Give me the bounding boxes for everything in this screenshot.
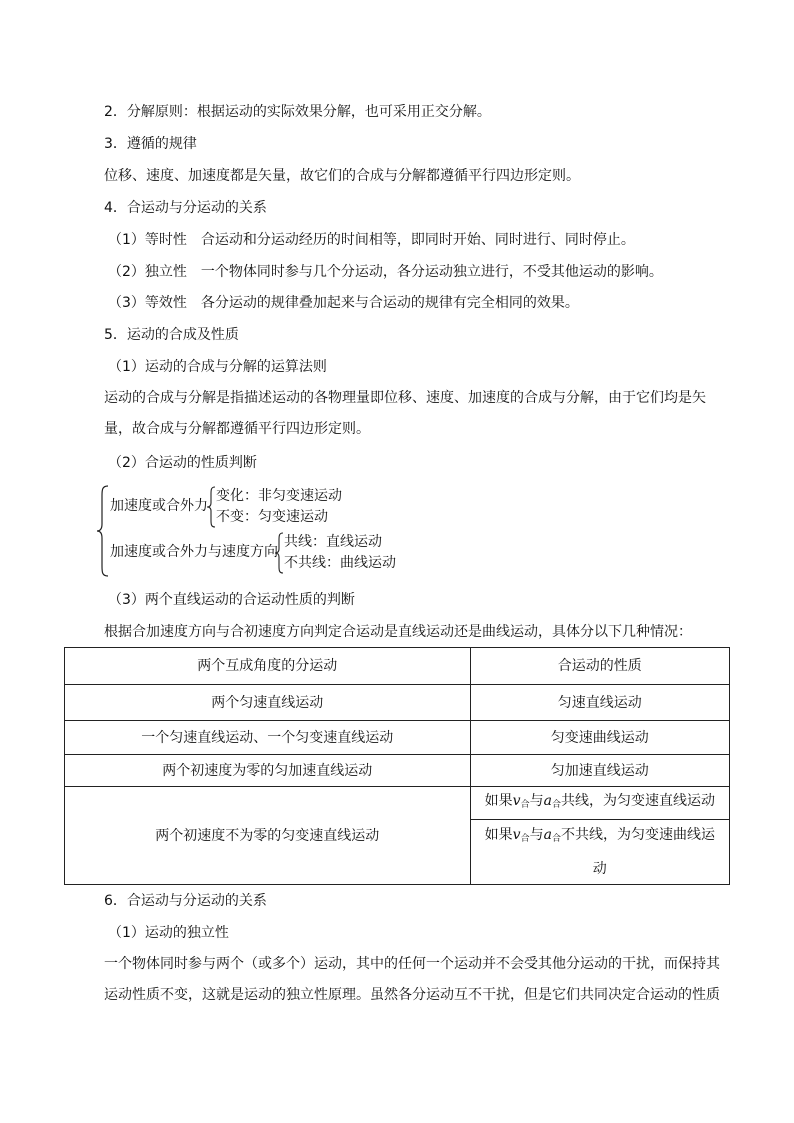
text-line: （1）运动的独立性 [108, 925, 229, 941]
brace-label-acceleration: 加速度或合外力 [110, 498, 208, 514]
text-line: 2．分解原则：根据运动的实际效果分解，也可采用正交分解。 [104, 104, 491, 120]
text-line: 3．遵循的规律 [104, 136, 197, 152]
table-cell-case1: 如果$v_合$与$a_合$共线，为匀变速直线运动 [470, 787, 729, 820]
paragraph: 运动的合成与分解是指描述运动的各物理量即位移、速度、加速度的合成与分解，由于它们均是矢量，故合成与分解都遵循平行四边形定则。 [104, 390, 706, 437]
table-cell: 一个匀速直线运动、一个匀变速直线运动 [65, 721, 471, 755]
text-line: （2）合运动的性质判断 [108, 455, 257, 471]
table-cell: 两个匀速直线运动 [65, 685, 471, 721]
table-cell: 匀变速曲线运动 [470, 721, 729, 755]
text-line: 根据合加速度方向与合初速度方向判定合运动是直线运动还是曲线运动，具体分以下几种情况： [104, 624, 692, 640]
text-line: 位移、速度、加速度都是矢量，故它们的合成与分解都遵循平行四边形定则。 [104, 168, 580, 184]
brace-label-direction: 加速度或合外力与速度方向 [110, 544, 278, 560]
table-header-cell: 合运动的性质 [470, 648, 729, 685]
paragraph: 一个物体同时参与两个（或多个）运动，其中的任何一个运动并不会受其他分运动的干扰，而保持其运动性质不变，这就是运动的独立性原理。虽然各分运动互不干扰，但是它们共同决定合运动的性质 [104, 956, 720, 1003]
table-header-cell: 两个互成角度的分运动 [65, 648, 471, 685]
text-line: 4．合运动与分运动的关系 [104, 200, 267, 216]
text-line: （1）等时性 合运动和分运动经历的时间相等，即同时开始、同时进行、同时停止。 [108, 232, 635, 248]
outer-brace [96, 484, 110, 578]
text-line: （3）等效性 各分运动的规律叠加起来与合运动的规律有完全相同的效果。 [108, 295, 579, 311]
table-row [65, 721, 730, 755]
inner-brace [274, 532, 284, 574]
brace-item: 不变：匀变速运动 [216, 509, 328, 525]
brace-item: 变化：非匀变速运动 [216, 488, 342, 504]
inner-brace [206, 486, 216, 528]
table-header-row [65, 648, 730, 685]
brace-item: 不共线：曲线运动 [284, 555, 396, 571]
table-row [65, 685, 730, 721]
table-cell: 两个初速度不为零的匀变速直线运动 [65, 787, 471, 885]
table-row [65, 755, 730, 787]
motion-table [64, 647, 730, 885]
table-cell-case2: 如果$v_合$与$a_合$不共线，为匀变速曲线运 动 [470, 820, 729, 885]
table-cell: 匀加速直线运动 [470, 755, 729, 787]
brace-item: 共线：直线运动 [284, 534, 382, 550]
text-line: （2）独立性 一个物体同时参与几个分运动，各分运动独立进行，不受其他运动的影响。 [108, 264, 663, 280]
table-row [65, 787, 730, 820]
text-line: 6．合运动与分运动的关系 [104, 893, 267, 909]
table-cell: 两个初速度为零的匀加速直线运动 [65, 755, 471, 787]
text-line: （1）运动的合成与分解的运算法则 [108, 359, 327, 375]
text-line: （3）两个直线运动的合运动性质的判断 [108, 592, 355, 608]
text-line: 5．运动的合成及性质 [104, 327, 239, 343]
table-cell: 匀速直线运动 [470, 685, 729, 721]
